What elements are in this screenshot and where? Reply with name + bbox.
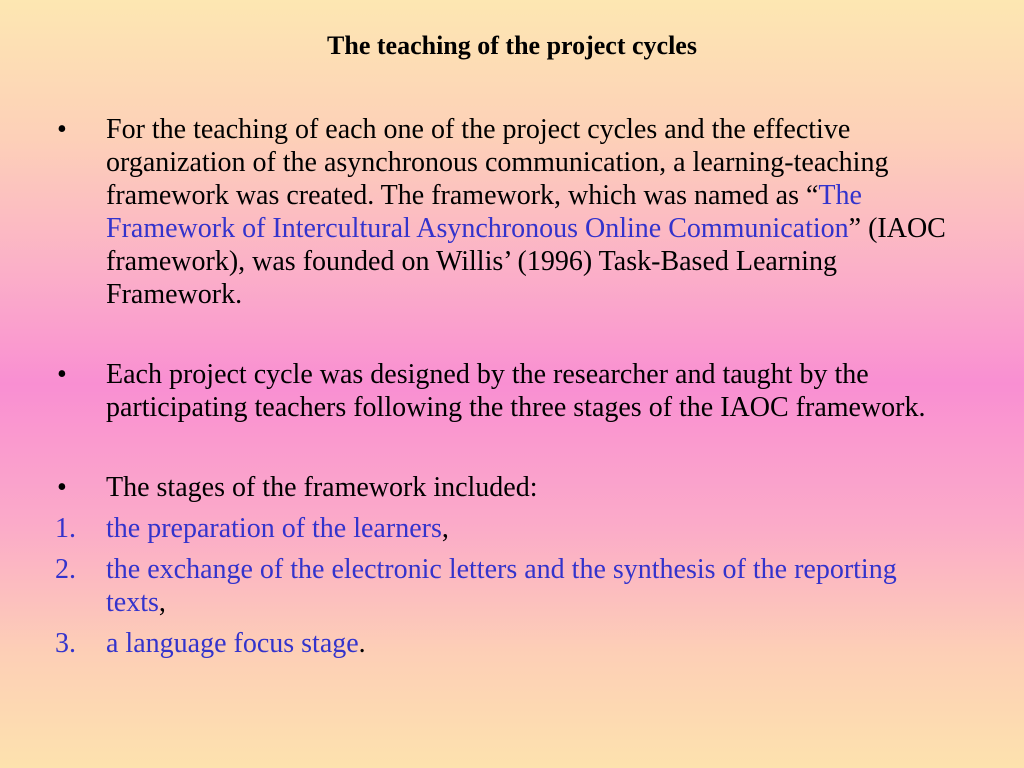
bullet-marker: •	[57, 472, 67, 503]
bullet-text-after: ” (IAOC framework), was founded on Willis’ (1996) Task-Based Learning Framework.	[106, 213, 946, 310]
bullet-text: Each project cycle was designed by the researcher and taught by the participating teachers following the three stages of the IAOC framework.	[106, 359, 926, 423]
bullet-text	[106, 114, 946, 310]
stage-item-1	[55, 512, 960, 545]
bullet-text-before: For the teaching of each one of the project cycles and the effective organization of the asynchronous communication, a learning-teaching framework was created. The framework, which was named as “	[106, 114, 889, 211]
bullet-item-framework	[55, 113, 960, 311]
bullet-marker: •	[57, 114, 67, 145]
stage-text: the preparation of the learners	[106, 513, 442, 544]
stage-text: a language focus stage	[106, 628, 359, 659]
stage-number: 2.	[55, 554, 76, 585]
framework-name-highlight: The Framework of Intercultural Asynchronous Online Communication	[106, 180, 862, 244]
stage-number: 1.	[55, 513, 76, 544]
bullet-text: The stages of the framework included:	[106, 472, 538, 503]
stage-punctuation: .	[358, 628, 366, 659]
slide-title: The teaching of the project cycles	[327, 31, 697, 60]
stage-item-2	[55, 553, 960, 619]
stage-text: the exchange of the electronic letters and the synthesis of the reporting texts	[106, 554, 897, 618]
bullet-item-project-cycle	[55, 358, 960, 424]
bullet-item-stages	[55, 471, 960, 504]
slide-body	[55, 113, 960, 660]
bullet-marker: •	[57, 359, 67, 390]
stage-number: 3.	[55, 628, 76, 659]
stage-item-3	[55, 627, 960, 660]
stage-punctuation: ,	[158, 587, 166, 618]
stage-punctuation: ,	[441, 513, 449, 544]
